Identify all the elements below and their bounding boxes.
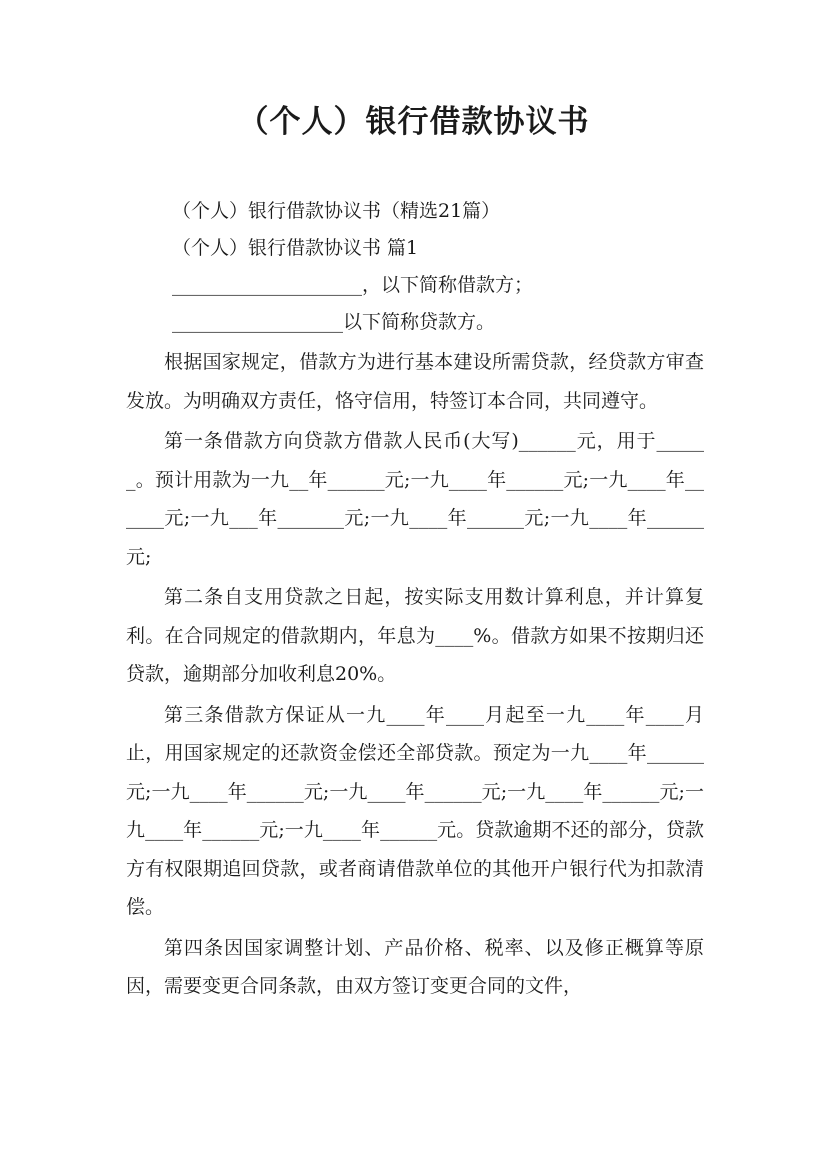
paragraph-article-3: 第三条借款方保证从一九____年____月起至一九____年____月止，用国家规定的还款资金偿还全部贷款。预定为一九____年______元;一九____年______元;一九____年______元;一九____年______元;一九____年______元;一九____年______元。贷款逾期不还的部分，贷款方有权限期追回贷款，或者商请借款单位的其他开户银行代为扣款清偿。 xyxy=(126,703,704,918)
paragraph-article-4: 第四条因国家调整计划、产品价格、税率、以及修正概算等原因，需要变更合同条款，由双方签订变更合同的文件， xyxy=(126,936,704,997)
borrower-line: ____________________，以下简称借款方； xyxy=(172,274,534,296)
paragraph-preamble: 根据国家规定，借款方为进行基本建设所需贷款，经贷款方审查发放。为明确双方责任，恪守信用，特签订本合同，共同遵守。 xyxy=(126,351,704,412)
paragraph-article-2: 第二条自支用贷款之日起，按实际支用数计算利息，并计算复利。在合同规定的借款期内，年息为____%。借款方如果不按期归还贷款，逾期部分加收利息20%。 xyxy=(126,586,704,685)
section-heading: （个人）银行借款协议书 篇1 xyxy=(172,237,419,259)
document-subtitle: （个人）银行借款协议书（精选21篇） xyxy=(172,200,501,222)
lender-line: __________________以下简称贷款方。 xyxy=(172,311,496,333)
paragraph-article-1: 第一条借款方向贷款方借款人民币(大写)______元，用于______。预计用款为一九__年______元;一九____年______元;一九____年______元;一九___年_______元;一九____年______元;一九____年______元; xyxy=(126,430,704,568)
document-title: （个人）银行借款协议书 xyxy=(237,104,590,140)
document-body xyxy=(126,193,704,1006)
